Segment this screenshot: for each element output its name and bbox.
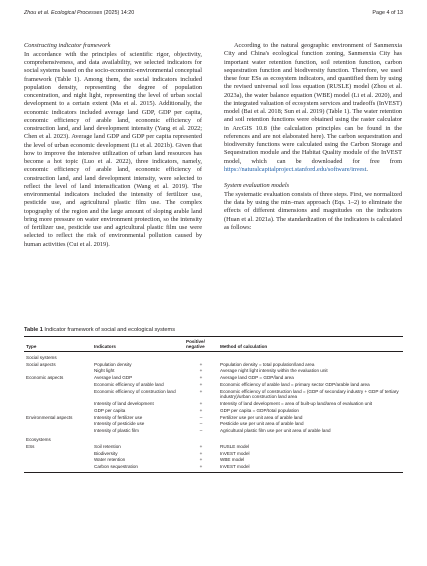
table-row: Social systems <box>26 354 57 360</box>
page-header <box>24 10 403 16</box>
col-header-indicators: Indicators <box>92 337 184 352</box>
table-row: Carbon sequestration + InVEST model <box>24 464 403 473</box>
table-row: Environmental aspects Intensity of fertilizer use – Fertilizer use per unit area of arable land <box>26 414 303 420</box>
col-header-sign: Positive/ negative <box>184 337 218 352</box>
indicator-table <box>24 336 403 473</box>
table-row: Economic efficiency of construction land + Economic efficiency of construction land = (GDP of secondary industry + GDP of tertiary industry)/urban construction land area <box>94 388 399 400</box>
right-column <box>224 42 402 232</box>
paragraph-indicators: In accordance with the principles of scientific rigor, objectivity, comprehensiveness, and data availability, we selected indicators for social systems based on the socio-economic-environmental conceptual framework (Table 1). Among them, the social indicators included population density, representing the degree of population concentration, and night light, representing the level of urban social development to a certain extent (Ma et al. 2015). Additionally, the economic indicators included average land GDP, GDP per capita, economic efficiency of arable land, economic efficiency of construction land, and land development intensity (Yang et al. 2022; Chen et al. 2023). Average land GDP and GDP per capita represented the level of urban economic development (Li et al. 2021b). Given that how to improve the intensive utilization of urban land resources has become a hot topic (Luo et al. 2022), three indicators, namely, economic efficiency of arable land, economic efficiency of construction land, and land development intensity, were selected to reflect the level of land intensification (Wang et al. 2019). The environmental indicators included the intensity of fertilizer use, pesticide use, and agricultural plastic film use. The complex topography of the region and the large amount of sloping arable land bring more pressure on water environment protection, so the intensity of fertilizer use, pesticide use and agricultural plastic film use were selected to reflect the risk of environmental pollution caused by human activities (Cui et al. 2019). <box>24 50 203 248</box>
header-page-number: Page 4 of 13 <box>372 10 403 16</box>
table-row: GDP per capita + GDP per capita = GDP/total population <box>94 407 299 413</box>
section-title-evaluation-models: System evaluation models <box>224 182 290 189</box>
table-row: Intensity of pesticide use – Pesticide use per unit area of arable land <box>94 421 304 427</box>
invest-link[interactable]: https://naturalcapitalproject.stanford.edu/software/invest <box>224 165 367 173</box>
table-row: Biodiversity + InVEST model <box>94 450 250 456</box>
table-row: ESs Soil retention + RUSLE model <box>26 443 250 449</box>
paragraph-evaluation: The systematic evaluation consists of three steps. First, we normalized the data by using the min–max approach (Eqs. 1–2) to eliminate the effects of different dimensions and magnitudes on the indicators (Huan et al. 2021a). The standardization of the indicators is calculated as follows: <box>224 190 402 231</box>
col-header-type: Type <box>24 337 92 352</box>
header-journal: Zhou et al. Ecological Processes (2025) 14:20 <box>24 10 135 16</box>
paragraph-ecosystem-services: According to the natural geographic environment of Sanmenxia City and China's ecological function zoning, Sanmenxia City has important water retention function, soil retention function, carbon sequestration function and biodiversity function. Therefore, we used these four ESs as ecosystem indicators, and quantified them by using the revised universal soil loss equation (RUSLE) model (Zhou et al. 2023a), the water balance equation (WBE) model (Li et al. 2020), and the integrated valuation of ecosystem services and tradeoffs (InVEST) model (Bai et al. 2018; Sun et al. 2019) (Table 1). The water retention and soil retention functions were obtained using the raster calculator in ArcGIS 10.8 (the calculation principles can be found in the references and are not elaborated here). The carbon sequestration and biodiversity functions were calculated using the Carbon Storage and Sequestration module and the Habitat Quality module of the InVEST model, which can be downloaded for free from https://naturalcapitalproject.stanford.edu/software/invest. <box>224 42 402 173</box>
left-column <box>24 42 202 249</box>
table-row: Economic efficiency of arable land + Economic efficiency of arable land = primary sector GDP/arable land area <box>94 381 370 387</box>
table-header-row <box>24 337 403 352</box>
table-row: Social aspects Population density + Population density = total population/land area <box>26 361 315 367</box>
table-row: Intensity of land development + Intensity of land development = area of built-up land/area of evaluation unit <box>94 401 373 407</box>
table-row: Ecosystems <box>26 436 51 442</box>
col-header-method: Method of calculation <box>218 337 403 352</box>
table-row: Economic aspects Average land GDP + Average land GDP = GDP/land area <box>26 375 294 381</box>
section-title-indicator-framework: Constructing indicator framework <box>24 42 111 49</box>
table-caption: Table 1 Indicator framework of social and ecological systems <box>24 327 175 333</box>
table-row: Night light + Average night light intensity within the evaluation unit <box>94 368 328 374</box>
table-row: Intensity of plastic film – Agricultural plastic film use per unit area of arable land <box>94 428 331 434</box>
table-row: Water retention + WBE model <box>94 457 245 463</box>
